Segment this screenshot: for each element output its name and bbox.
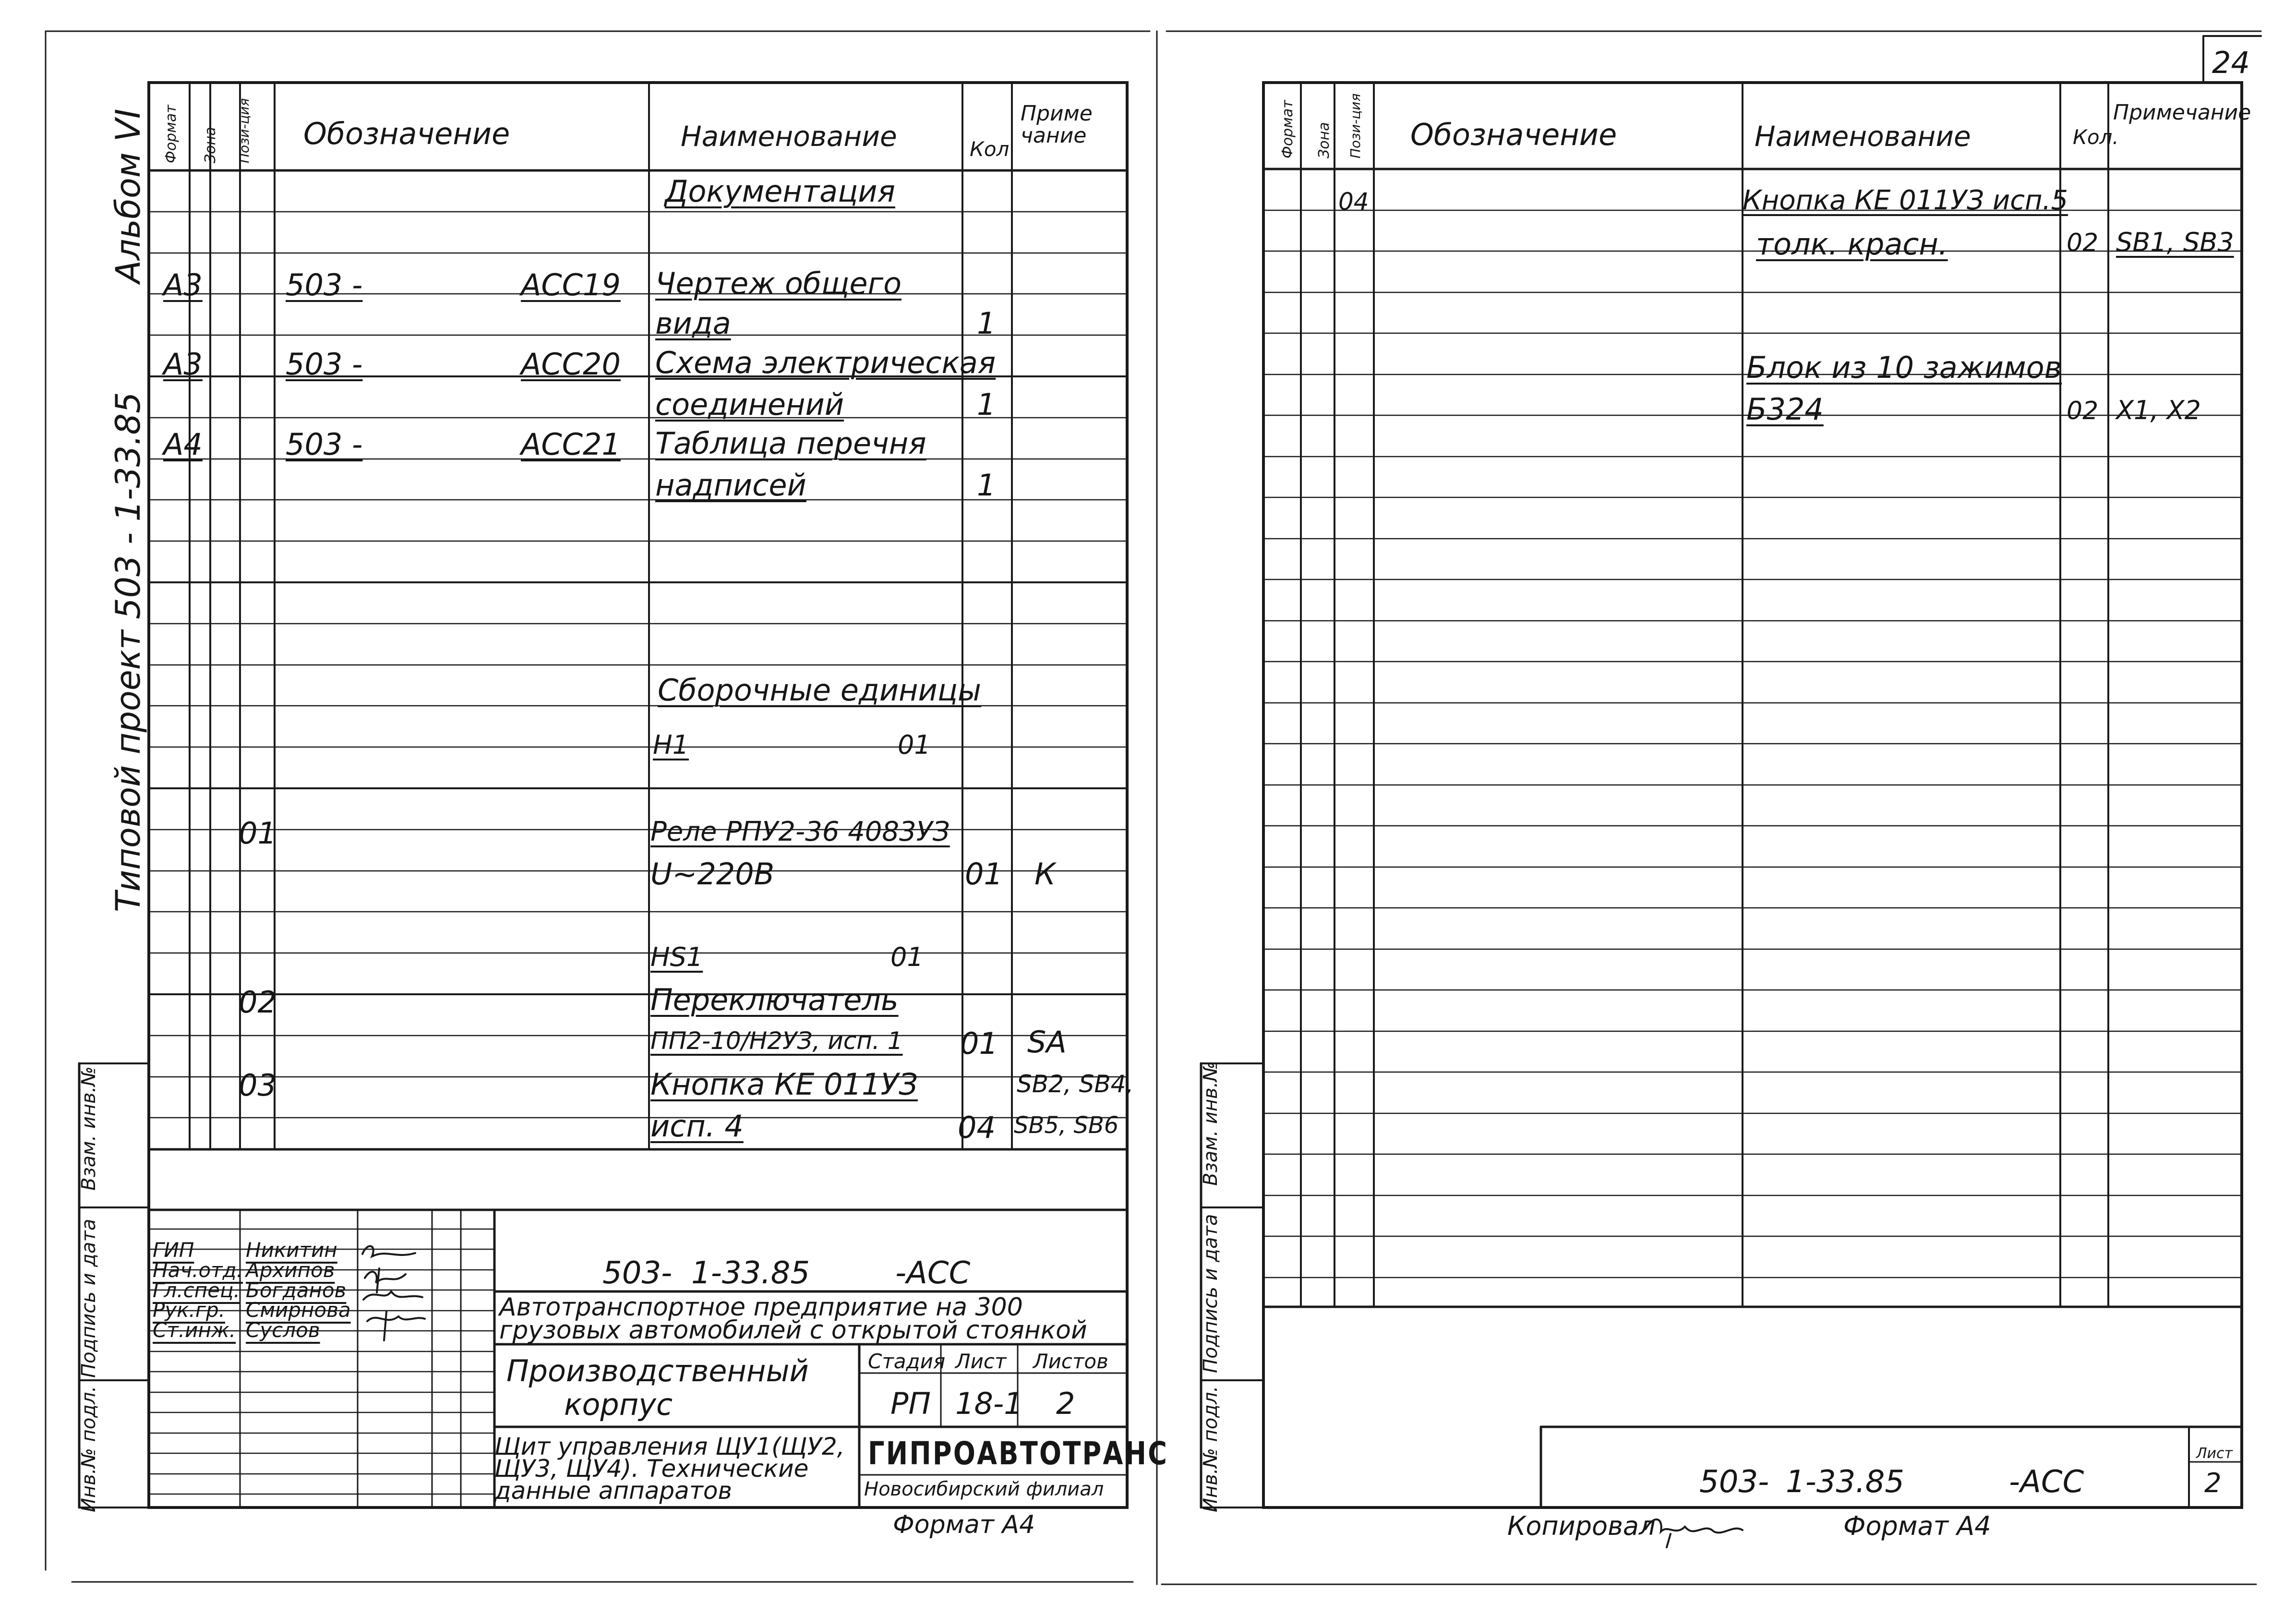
row18-name: U~220B: [650, 856, 775, 892]
album-label: Альбом VI: [108, 109, 148, 283]
header-designation: Обозначение: [303, 116, 510, 151]
row8-qty: 1: [977, 468, 996, 503]
right-header-note: Примечание: [2113, 100, 2251, 125]
stamp-doc-title-3: данные аппаратов: [494, 1477, 732, 1505]
row18-qty: 01: [965, 856, 1003, 892]
right-row1-name: Кнопка КЕ 011УЗ исп.5: [1743, 185, 2068, 216]
stamp-stage: РП: [890, 1386, 931, 1421]
header-name: Наименование: [681, 120, 897, 153]
project-label: Типовой проект 503 - 1-33.85: [108, 392, 148, 912]
row3-name: Чертеж общего: [655, 266, 902, 301]
row17-name: Реле РПУ2-36 4083УЗ: [650, 816, 950, 847]
row7-format: А4: [163, 427, 203, 462]
stamp-sheet: 18-1: [955, 1386, 1023, 1421]
stamp-name-3: Богданов: [246, 1278, 347, 1302]
right-row2-qty: 02: [2067, 229, 2099, 257]
right-row2-name: толк. красн.: [1756, 227, 1948, 262]
stamp-name-5: Суслов: [246, 1318, 320, 1342]
right-format-note: Формат А4: [1843, 1511, 1991, 1541]
header-note: Приме чание: [1021, 101, 1093, 148]
row-assembly-units: Сборочные единицы: [658, 673, 982, 708]
stamp-object-line-2: грузовых автомобилей с открытой стоянкой: [499, 1316, 1087, 1345]
right-stamp-sheet-no: 2: [2204, 1468, 2222, 1499]
stamp-doc-title-1: Щит управления ЩУ1(ЩУ2,: [494, 1433, 845, 1460]
row24-name: исп. 4: [650, 1109, 744, 1144]
row15-name: Н1: [653, 730, 689, 760]
right-row6-qty: 02: [2067, 397, 2099, 425]
side-label-sign-date: Подпись и дата: [78, 1218, 100, 1378]
row7-name: Таблица перечня: [655, 426, 926, 461]
signatures: [358, 1240, 430, 1345]
row-documentation: Документация: [665, 174, 895, 209]
header-qty: Кол: [970, 137, 1010, 161]
row4-qty: 1: [977, 306, 996, 341]
right-header-designation: Обозначение: [1410, 117, 1617, 152]
row22-name: ПП2-10/Н2УЗ, исп. 1: [650, 1027, 903, 1055]
right-side-label-sign-date: Подпись и дата: [1200, 1214, 1222, 1373]
row23-note: SB2, SB4,: [1017, 1070, 1134, 1098]
left-format-note: Формат А4: [893, 1510, 1035, 1539]
stamp-sheets: 2: [1056, 1386, 1075, 1421]
row23-position: 03: [239, 1068, 276, 1103]
stamp-name-1: Никитин: [246, 1238, 337, 1262]
header-position: Пози-ция: [236, 98, 252, 163]
right-row1-position: 04: [1338, 188, 1369, 216]
stamp-role-3: Гл.спец.: [153, 1278, 240, 1302]
row21-position: 02: [239, 985, 276, 1020]
stamp-code-main: 1-33.85: [691, 1255, 810, 1291]
stamp-name-4: Смирнова: [246, 1298, 351, 1322]
copied-label: Копировал: [1507, 1511, 1656, 1541]
sheet-number: 24: [2212, 45, 2250, 80]
row4-name: вида: [655, 306, 731, 341]
right-row6-name: Б324: [1746, 392, 1824, 427]
right-header-position: Пози-ция: [1347, 93, 1363, 158]
side-label-replaces: Взам. инв.№: [78, 1066, 100, 1191]
row6-name: соединений: [655, 387, 844, 422]
row3-code: АСС19: [521, 267, 621, 302]
row24-note: SB5, SB6: [1014, 1112, 1119, 1139]
row21-name: Переключатель: [650, 982, 899, 1017]
right-stamp-code-main: 1-33.85: [1786, 1464, 1905, 1500]
right-header-format: Формат: [1279, 100, 1296, 158]
row3-format: А3: [163, 267, 203, 302]
row5-designation: 503 -: [286, 347, 363, 382]
right-header-qty: Кол.: [2073, 125, 2119, 149]
side-label-inv-orig: Инв.№ подл.: [78, 1386, 100, 1512]
row22-note: SA: [1027, 1025, 1067, 1060]
stamp-stage-label: Стадия: [868, 1350, 946, 1373]
right-row5-name: Блок из 10 зажимов: [1746, 350, 2062, 385]
row20-name: НS1: [650, 942, 703, 972]
row5-format: А3: [163, 347, 203, 382]
org-name: ГИПРОАВТОТРАНС: [868, 1435, 1169, 1472]
row5-name: Схема электрическая: [655, 345, 996, 380]
row23-name: Кнопка КЕ 011УЗ: [650, 1067, 918, 1102]
row18-note: К: [1034, 856, 1056, 892]
stamp-code-prefix: 503-: [602, 1255, 673, 1291]
stamp-sheets-label: Листов: [1033, 1350, 1108, 1373]
row6-qty: 1: [977, 387, 996, 422]
header-format: Формат: [163, 105, 180, 163]
stamp-code-suffix: -АСС: [895, 1255, 971, 1291]
row7-code: АСС21: [521, 427, 621, 462]
row22-qty: 01: [960, 1026, 998, 1061]
row8-name: надписей: [655, 468, 806, 503]
right-header-name: Наименование: [1755, 120, 1971, 153]
org-branch: Новосибирский филиал: [864, 1478, 1104, 1500]
row15-sub: 01: [898, 730, 931, 760]
stamp-building-line-1: Производственный: [506, 1353, 809, 1388]
right-row2-note: SB1, SB3: [2116, 227, 2234, 257]
row20-sub: 01: [890, 942, 924, 972]
row17-position: 01: [239, 816, 276, 851]
stamp-name-2: Архипов: [246, 1258, 335, 1282]
stamp-sheet-label: Лист: [955, 1350, 1007, 1373]
right-stamp-code-prefix: 503-: [1699, 1464, 1769, 1500]
stamp-building-line-2: корпус: [564, 1387, 673, 1422]
stamp-object-line-1: Автотранспортное предприятие на 300: [499, 1293, 1023, 1322]
row7-designation: 503 -: [286, 427, 363, 462]
right-stamp-sheet-label: Лист: [2196, 1445, 2233, 1462]
row5-code: АСС20: [521, 347, 621, 382]
stamp-role-1: ГИП: [153, 1238, 194, 1262]
header-zone: Зона: [202, 127, 219, 163]
stamp-role-2: Нач.отд.: [153, 1258, 243, 1282]
right-main-frame: [1263, 83, 2251, 1507]
stamp-role-4: Рук.гр.: [153, 1298, 225, 1322]
stamp-role-5: Ст.инж.: [153, 1318, 236, 1342]
right-side-label-inv-orig: Инв.№ подл.: [1200, 1386, 1222, 1512]
right-side-label-replaces: Взам. инв.№: [1200, 1061, 1222, 1186]
copier-signature: [1642, 1510, 1762, 1548]
right-stamp-code-suffix: -АСС: [2009, 1464, 2084, 1500]
row3-designation: 503 -: [286, 267, 363, 302]
right-header-zone: Зона: [1316, 122, 1333, 158]
row24-qty: 04: [958, 1110, 996, 1145]
right-row6-note: X1, X2: [2116, 395, 2201, 425]
stamp-doc-title-2: ЩУ3, ЩУ4). Технические: [494, 1455, 809, 1483]
